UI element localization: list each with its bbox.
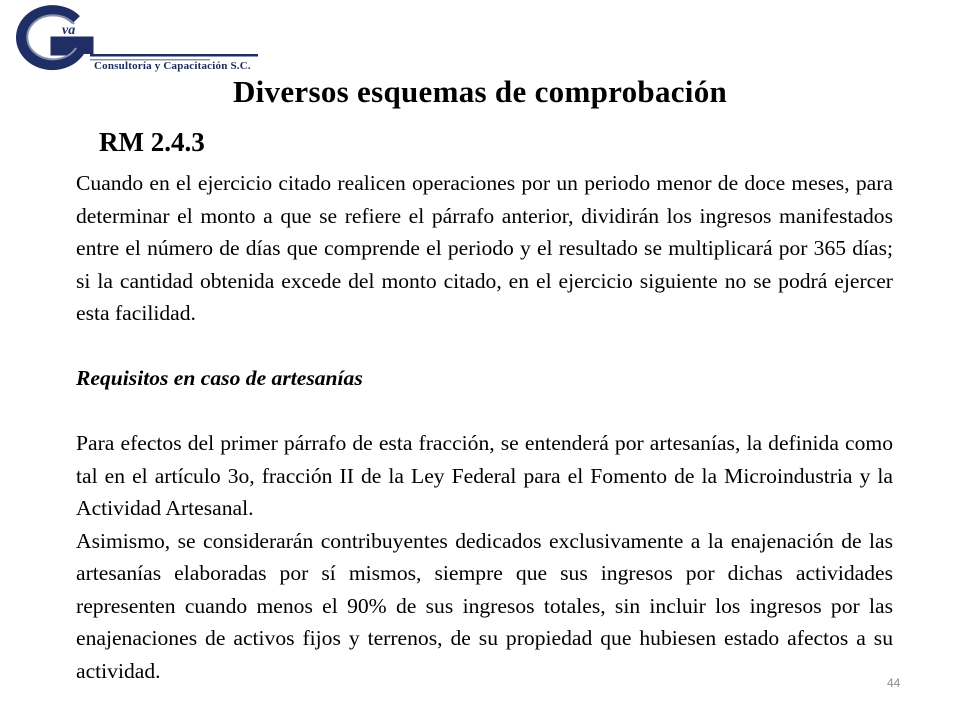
paragraph-period: Cuando en el ejercicio citado realicen operaciones por un periodo menor de doce meses, para determinar el monto a que se refiere el párrafo anterior, dividirán los ingresos manifestados entre el número de días que comprende el periodo y el resultado se multiplicará por 365 días; si la cantidad obtenida excede del monto citado, en el ejercicio siguiente no se podrá ejercer esta facilidad. [76, 171, 893, 325]
company-name: Consultoría y Capacitación S.C. [94, 60, 251, 72]
logo-letters: va [62, 23, 76, 38]
paragraph-requirements: Asimismo, se considerarán contribuyentes dedicados exclusivamente a la enajenación de las artesanías elaboradas por sí mismos, siempre que sus ingresos por dichas actividades representen cuando menos el 90% de sus ingresos totales, sin incluir los ingresos por las enajenaciones de activos fijos y terrenos, de su propiedad que hubiesen estado afectos a su actividad. [76, 528, 893, 683]
slide-body [76, 167, 893, 687]
company-logo [4, 4, 264, 74]
page-number: 44 [887, 676, 901, 690]
rule-reference: RM 2.4.3 [99, 127, 205, 157]
slide-title: Diversos esquemas de comprobación [232, 74, 728, 109]
paragraph-definition: Para efectos del primer párrafo de esta fracción, se entenderá por artesanías, la definida como tal en el artículo 3o, fracción II de la Ley Federal para el Fomento de la Microindustria y la Actividad Artesanal. [76, 431, 893, 520]
section-heading: Requisitos en caso de artesanías [76, 366, 363, 390]
